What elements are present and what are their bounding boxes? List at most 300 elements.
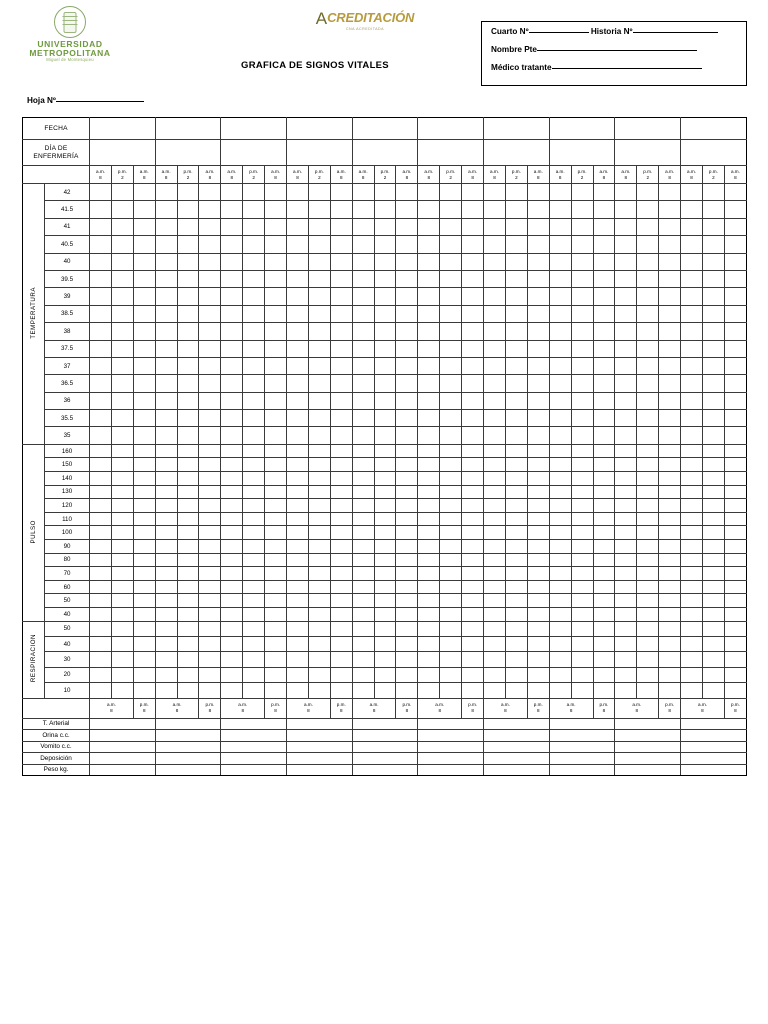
grid-cell[interactable] — [177, 305, 199, 322]
grid-cell[interactable] — [527, 621, 549, 636]
grid-cell[interactable] — [462, 253, 484, 270]
grid-cell[interactable] — [637, 392, 659, 409]
grid-cell[interactable] — [571, 580, 593, 594]
grid-cell[interactable] — [593, 375, 615, 392]
grid-cell[interactable] — [484, 607, 506, 621]
grid-cell[interactable] — [724, 567, 746, 581]
bottom-row-cell[interactable] — [287, 753, 353, 765]
grid-cell[interactable] — [155, 580, 177, 594]
grid-cell[interactable] — [90, 526, 112, 540]
grid-cell[interactable] — [484, 323, 506, 340]
grid-cell[interactable] — [352, 512, 374, 526]
grid-cell[interactable] — [330, 201, 352, 218]
grid-cell[interactable] — [177, 410, 199, 427]
grid-cell[interactable] — [265, 512, 287, 526]
grid-cell[interactable] — [133, 636, 155, 651]
bottom-row-cell[interactable] — [90, 764, 156, 776]
grid-cell[interactable] — [724, 305, 746, 322]
grid-cell[interactable] — [90, 472, 112, 486]
bottom-row-cell[interactable] — [90, 718, 156, 730]
grid-cell[interactable] — [484, 636, 506, 651]
grid-cell[interactable] — [593, 472, 615, 486]
grid-cell[interactable] — [418, 512, 440, 526]
grid-cell[interactable] — [462, 288, 484, 305]
bottom-row-cell[interactable] — [681, 764, 747, 776]
grid-cell[interactable] — [615, 485, 637, 499]
grid-cell[interactable] — [571, 652, 593, 667]
grid-cell[interactable] — [505, 218, 527, 235]
grid-cell[interactable] — [265, 652, 287, 667]
grid-cell[interactable] — [593, 683, 615, 698]
grid-cell[interactable] — [527, 667, 549, 682]
grid-cell[interactable] — [505, 357, 527, 374]
grid-cell[interactable] — [418, 594, 440, 608]
grid-cell[interactable] — [527, 485, 549, 499]
grid-cell[interactable] — [155, 253, 177, 270]
grid-cell[interactable] — [484, 253, 506, 270]
grid-cell[interactable] — [155, 392, 177, 409]
dia-enfermeria-day-cell[interactable] — [418, 140, 484, 166]
grid-cell[interactable] — [681, 526, 703, 540]
grid-cell[interactable] — [199, 594, 221, 608]
grid-cell[interactable] — [724, 218, 746, 235]
grid-cell[interactable] — [352, 305, 374, 322]
grid-cell[interactable] — [440, 305, 462, 322]
grid-cell[interactable] — [549, 512, 571, 526]
grid-cell[interactable] — [440, 607, 462, 621]
grid-cell[interactable] — [308, 580, 330, 594]
fecha-day-cell[interactable] — [549, 118, 615, 140]
grid-cell[interactable] — [659, 357, 681, 374]
grid-cell[interactable] — [418, 472, 440, 486]
grid-cell[interactable] — [221, 567, 243, 581]
grid-cell[interactable] — [265, 553, 287, 567]
grid-cell[interactable] — [287, 288, 309, 305]
grid-cell[interactable] — [330, 392, 352, 409]
grid-cell[interactable] — [484, 567, 506, 581]
grid-cell[interactable] — [724, 375, 746, 392]
grid-cell[interactable] — [330, 444, 352, 458]
grid-cell[interactable] — [593, 392, 615, 409]
grid-cell[interactable] — [659, 580, 681, 594]
grid-cell[interactable] — [593, 594, 615, 608]
grid-cell[interactable] — [308, 499, 330, 513]
grid-cell[interactable] — [462, 201, 484, 218]
grid-cell[interactable] — [527, 512, 549, 526]
grid-cell[interactable] — [527, 340, 549, 357]
grid-cell[interactable] — [199, 512, 221, 526]
grid-cell[interactable] — [615, 392, 637, 409]
grid-cell[interactable] — [243, 375, 265, 392]
grid-cell[interactable] — [221, 392, 243, 409]
grid-cell[interactable] — [637, 621, 659, 636]
grid-cell[interactable] — [659, 540, 681, 554]
grid-cell[interactable] — [418, 201, 440, 218]
grid-cell[interactable] — [637, 305, 659, 322]
grid-cell[interactable] — [352, 594, 374, 608]
grid-cell[interactable] — [462, 636, 484, 651]
grid-cell[interactable] — [243, 567, 265, 581]
grid-cell[interactable] — [440, 392, 462, 409]
grid-cell[interactable] — [659, 305, 681, 322]
grid-cell[interactable] — [593, 607, 615, 621]
grid-cell[interactable] — [484, 184, 506, 201]
grid-cell[interactable] — [593, 553, 615, 567]
grid-cell[interactable] — [440, 375, 462, 392]
bottom-row-cell[interactable] — [615, 730, 681, 742]
grid-cell[interactable] — [374, 323, 396, 340]
grid-cell[interactable] — [659, 410, 681, 427]
grid-cell[interactable] — [243, 683, 265, 698]
grid-cell[interactable] — [593, 184, 615, 201]
grid-cell[interactable] — [111, 485, 133, 499]
grid-cell[interactable] — [484, 683, 506, 698]
grid-cell[interactable] — [549, 305, 571, 322]
grid-cell[interactable] — [243, 201, 265, 218]
grid-cell[interactable] — [352, 580, 374, 594]
patient-name-field[interactable] — [537, 50, 697, 51]
grid-cell[interactable] — [243, 340, 265, 357]
grid-cell[interactable] — [374, 594, 396, 608]
grid-cell[interactable] — [265, 392, 287, 409]
grid-cell[interactable] — [418, 323, 440, 340]
grid-cell[interactable] — [133, 270, 155, 287]
grid-cell[interactable] — [637, 253, 659, 270]
grid-cell[interactable] — [571, 340, 593, 357]
bottom-row-cell[interactable] — [615, 741, 681, 753]
grid-cell[interactable] — [308, 567, 330, 581]
grid-cell[interactable] — [308, 621, 330, 636]
grid-cell[interactable] — [659, 375, 681, 392]
grid-cell[interactable] — [396, 288, 418, 305]
grid-cell[interactable] — [330, 636, 352, 651]
grid-cell[interactable] — [199, 288, 221, 305]
grid-cell[interactable] — [155, 375, 177, 392]
grid-cell[interactable] — [484, 580, 506, 594]
grid-cell[interactable] — [374, 340, 396, 357]
grid-cell[interactable] — [90, 305, 112, 322]
grid-cell[interactable] — [527, 683, 549, 698]
grid-cell[interactable] — [243, 270, 265, 287]
grid-cell[interactable] — [155, 652, 177, 667]
grid-cell[interactable] — [615, 201, 637, 218]
grid-cell[interactable] — [352, 458, 374, 472]
grid-cell[interactable] — [724, 444, 746, 458]
grid-cell[interactable] — [724, 184, 746, 201]
grid-cell[interactable] — [287, 458, 309, 472]
grid-cell[interactable] — [90, 621, 112, 636]
grid-cell[interactable] — [724, 580, 746, 594]
grid-cell[interactable] — [287, 270, 309, 287]
grid-cell[interactable] — [571, 621, 593, 636]
grid-cell[interactable] — [352, 410, 374, 427]
grid-cell[interactable] — [155, 323, 177, 340]
grid-cell[interactable] — [505, 472, 527, 486]
bottom-row-cell[interactable] — [418, 741, 484, 753]
grid-cell[interactable] — [593, 410, 615, 427]
bottom-row-cell[interactable] — [352, 753, 418, 765]
grid-cell[interactable] — [90, 184, 112, 201]
grid-cell[interactable] — [352, 499, 374, 513]
grid-cell[interactable] — [133, 392, 155, 409]
grid-cell[interactable] — [462, 340, 484, 357]
grid-cell[interactable] — [374, 184, 396, 201]
grid-cell[interactable] — [418, 410, 440, 427]
grid-cell[interactable] — [549, 410, 571, 427]
grid-cell[interactable] — [287, 580, 309, 594]
grid-cell[interactable] — [462, 357, 484, 374]
grid-cell[interactable] — [177, 512, 199, 526]
grid-cell[interactable] — [330, 270, 352, 287]
grid-cell[interactable] — [111, 236, 133, 253]
grid-cell[interactable] — [308, 512, 330, 526]
grid-cell[interactable] — [702, 323, 724, 340]
grid-cell[interactable] — [133, 607, 155, 621]
grid-cell[interactable] — [681, 218, 703, 235]
grid-cell[interactable] — [505, 458, 527, 472]
grid-cell[interactable] — [571, 305, 593, 322]
grid-cell[interactable] — [308, 410, 330, 427]
grid-cell[interactable] — [265, 567, 287, 581]
grid-cell[interactable] — [724, 683, 746, 698]
grid-cell[interactable] — [243, 499, 265, 513]
grid-cell[interactable] — [396, 472, 418, 486]
grid-cell[interactable] — [681, 567, 703, 581]
grid-cell[interactable] — [462, 375, 484, 392]
grid-cell[interactable] — [243, 512, 265, 526]
grid-cell[interactable] — [374, 270, 396, 287]
fecha-day-cell[interactable] — [681, 118, 747, 140]
grid-cell[interactable] — [418, 636, 440, 651]
grid-cell[interactable] — [330, 580, 352, 594]
grid-cell[interactable] — [681, 444, 703, 458]
grid-cell[interactable] — [615, 540, 637, 554]
grid-cell[interactable] — [243, 323, 265, 340]
grid-cell[interactable] — [527, 270, 549, 287]
dia-enfermeria-day-cell[interactable] — [615, 140, 681, 166]
grid-cell[interactable] — [659, 270, 681, 287]
grid-cell[interactable] — [287, 526, 309, 540]
grid-cell[interactable] — [308, 184, 330, 201]
grid-cell[interactable] — [615, 427, 637, 444]
grid-cell[interactable] — [177, 201, 199, 218]
grid-cell[interactable] — [593, 540, 615, 554]
grid-cell[interactable] — [221, 218, 243, 235]
grid-cell[interactable] — [505, 410, 527, 427]
grid-cell[interactable] — [681, 607, 703, 621]
grid-cell[interactable] — [221, 621, 243, 636]
grid-cell[interactable] — [199, 540, 221, 554]
grid-cell[interactable] — [637, 357, 659, 374]
grid-cell[interactable] — [352, 683, 374, 698]
grid-cell[interactable] — [374, 499, 396, 513]
grid-cell[interactable] — [527, 323, 549, 340]
grid-cell[interactable] — [177, 392, 199, 409]
grid-cell[interactable] — [221, 323, 243, 340]
grid-cell[interactable] — [659, 512, 681, 526]
grid-cell[interactable] — [593, 236, 615, 253]
grid-cell[interactable] — [724, 236, 746, 253]
grid-cell[interactable] — [549, 594, 571, 608]
grid-cell[interactable] — [593, 667, 615, 682]
grid-cell[interactable] — [352, 323, 374, 340]
grid-cell[interactable] — [90, 392, 112, 409]
dia-enfermeria-day-cell[interactable] — [155, 140, 221, 166]
grid-cell[interactable] — [221, 305, 243, 322]
grid-cell[interactable] — [177, 567, 199, 581]
bottom-row-cell[interactable] — [155, 753, 221, 765]
grid-cell[interactable] — [593, 621, 615, 636]
grid-cell[interactable] — [133, 357, 155, 374]
grid-cell[interactable] — [199, 253, 221, 270]
grid-cell[interactable] — [571, 270, 593, 287]
grid-cell[interactable] — [111, 621, 133, 636]
grid-cell[interactable] — [155, 621, 177, 636]
grid-cell[interactable] — [396, 652, 418, 667]
grid-cell[interactable] — [111, 305, 133, 322]
grid-cell[interactable] — [527, 607, 549, 621]
grid-cell[interactable] — [221, 357, 243, 374]
grid-cell[interactable] — [287, 375, 309, 392]
grid-cell[interactable] — [265, 427, 287, 444]
grid-cell[interactable] — [243, 357, 265, 374]
grid-cell[interactable] — [330, 607, 352, 621]
grid-cell[interactable] — [637, 607, 659, 621]
grid-cell[interactable] — [155, 636, 177, 651]
grid-cell[interactable] — [484, 444, 506, 458]
grid-cell[interactable] — [352, 218, 374, 235]
grid-cell[interactable] — [702, 305, 724, 322]
bottom-row-cell[interactable] — [287, 730, 353, 742]
grid-cell[interactable] — [265, 288, 287, 305]
grid-cell[interactable] — [484, 472, 506, 486]
grid-cell[interactable] — [90, 236, 112, 253]
grid-cell[interactable] — [243, 444, 265, 458]
grid-cell[interactable] — [440, 458, 462, 472]
grid-cell[interactable] — [462, 683, 484, 698]
grid-cell[interactable] — [615, 580, 637, 594]
grid-cell[interactable] — [702, 253, 724, 270]
grid-cell[interactable] — [374, 357, 396, 374]
grid-cell[interactable] — [702, 444, 724, 458]
grid-cell[interactable] — [659, 392, 681, 409]
bottom-row-cell[interactable] — [155, 741, 221, 753]
grid-cell[interactable] — [702, 512, 724, 526]
grid-cell[interactable] — [418, 236, 440, 253]
history-field[interactable] — [633, 32, 718, 33]
grid-cell[interactable] — [155, 270, 177, 287]
grid-cell[interactable] — [374, 526, 396, 540]
grid-cell[interactable] — [155, 567, 177, 581]
grid-cell[interactable] — [287, 444, 309, 458]
grid-cell[interactable] — [484, 392, 506, 409]
grid-cell[interactable] — [133, 683, 155, 698]
grid-cell[interactable] — [505, 444, 527, 458]
grid-cell[interactable] — [418, 218, 440, 235]
grid-cell[interactable] — [549, 667, 571, 682]
grid-cell[interactable] — [133, 485, 155, 499]
grid-cell[interactable] — [505, 512, 527, 526]
grid-cell[interactable] — [374, 652, 396, 667]
grid-cell[interactable] — [155, 410, 177, 427]
grid-cell[interactable] — [396, 392, 418, 409]
bottom-row-cell[interactable] — [155, 764, 221, 776]
grid-cell[interactable] — [374, 472, 396, 486]
grid-cell[interactable] — [111, 667, 133, 682]
grid-cell[interactable] — [527, 305, 549, 322]
bottom-row-cell[interactable] — [681, 730, 747, 742]
grid-cell[interactable] — [702, 636, 724, 651]
grid-cell[interactable] — [593, 512, 615, 526]
grid-cell[interactable] — [505, 580, 527, 594]
grid-cell[interactable] — [440, 667, 462, 682]
grid-cell[interactable] — [615, 253, 637, 270]
grid-cell[interactable] — [659, 652, 681, 667]
grid-cell[interactable] — [462, 567, 484, 581]
grid-cell[interactable] — [243, 540, 265, 554]
grid-cell[interactable] — [396, 375, 418, 392]
grid-cell[interactable] — [462, 184, 484, 201]
grid-cell[interactable] — [571, 607, 593, 621]
grid-cell[interactable] — [330, 410, 352, 427]
bottom-row-cell[interactable] — [484, 741, 550, 753]
grid-cell[interactable] — [111, 340, 133, 357]
grid-cell[interactable] — [418, 667, 440, 682]
grid-cell[interactable] — [615, 218, 637, 235]
grid-cell[interactable] — [155, 444, 177, 458]
grid-cell[interactable] — [505, 323, 527, 340]
grid-cell[interactable] — [374, 553, 396, 567]
bottom-row-cell[interactable] — [549, 764, 615, 776]
grid-cell[interactable] — [724, 340, 746, 357]
grid-cell[interactable] — [330, 253, 352, 270]
grid-cell[interactable] — [505, 499, 527, 513]
grid-cell[interactable] — [133, 444, 155, 458]
grid-cell[interactable] — [133, 458, 155, 472]
grid-cell[interactable] — [615, 323, 637, 340]
grid-cell[interactable] — [571, 472, 593, 486]
grid-cell[interactable] — [177, 323, 199, 340]
grid-cell[interactable] — [265, 499, 287, 513]
grid-cell[interactable] — [462, 270, 484, 287]
grid-cell[interactable] — [615, 667, 637, 682]
grid-cell[interactable] — [396, 594, 418, 608]
grid-cell[interactable] — [637, 375, 659, 392]
grid-cell[interactable] — [352, 472, 374, 486]
grid-cell[interactable] — [724, 458, 746, 472]
grid-cell[interactable] — [155, 472, 177, 486]
grid-cell[interactable] — [681, 288, 703, 305]
bottom-row-cell[interactable] — [418, 718, 484, 730]
grid-cell[interactable] — [243, 236, 265, 253]
grid-cell[interactable] — [177, 357, 199, 374]
grid-cell[interactable] — [505, 485, 527, 499]
grid-cell[interactable] — [527, 526, 549, 540]
bottom-row-cell[interactable] — [287, 764, 353, 776]
grid-cell[interactable] — [155, 305, 177, 322]
grid-cell[interactable] — [308, 375, 330, 392]
grid-cell[interactable] — [418, 540, 440, 554]
grid-cell[interactable] — [702, 652, 724, 667]
bottom-row-cell[interactable] — [352, 718, 418, 730]
grid-cell[interactable] — [221, 636, 243, 651]
bottom-row-cell[interactable] — [418, 730, 484, 742]
grid-cell[interactable] — [659, 184, 681, 201]
grid-cell[interactable] — [133, 580, 155, 594]
grid-cell[interactable] — [637, 667, 659, 682]
grid-cell[interactable] — [374, 667, 396, 682]
grid-cell[interactable] — [681, 375, 703, 392]
